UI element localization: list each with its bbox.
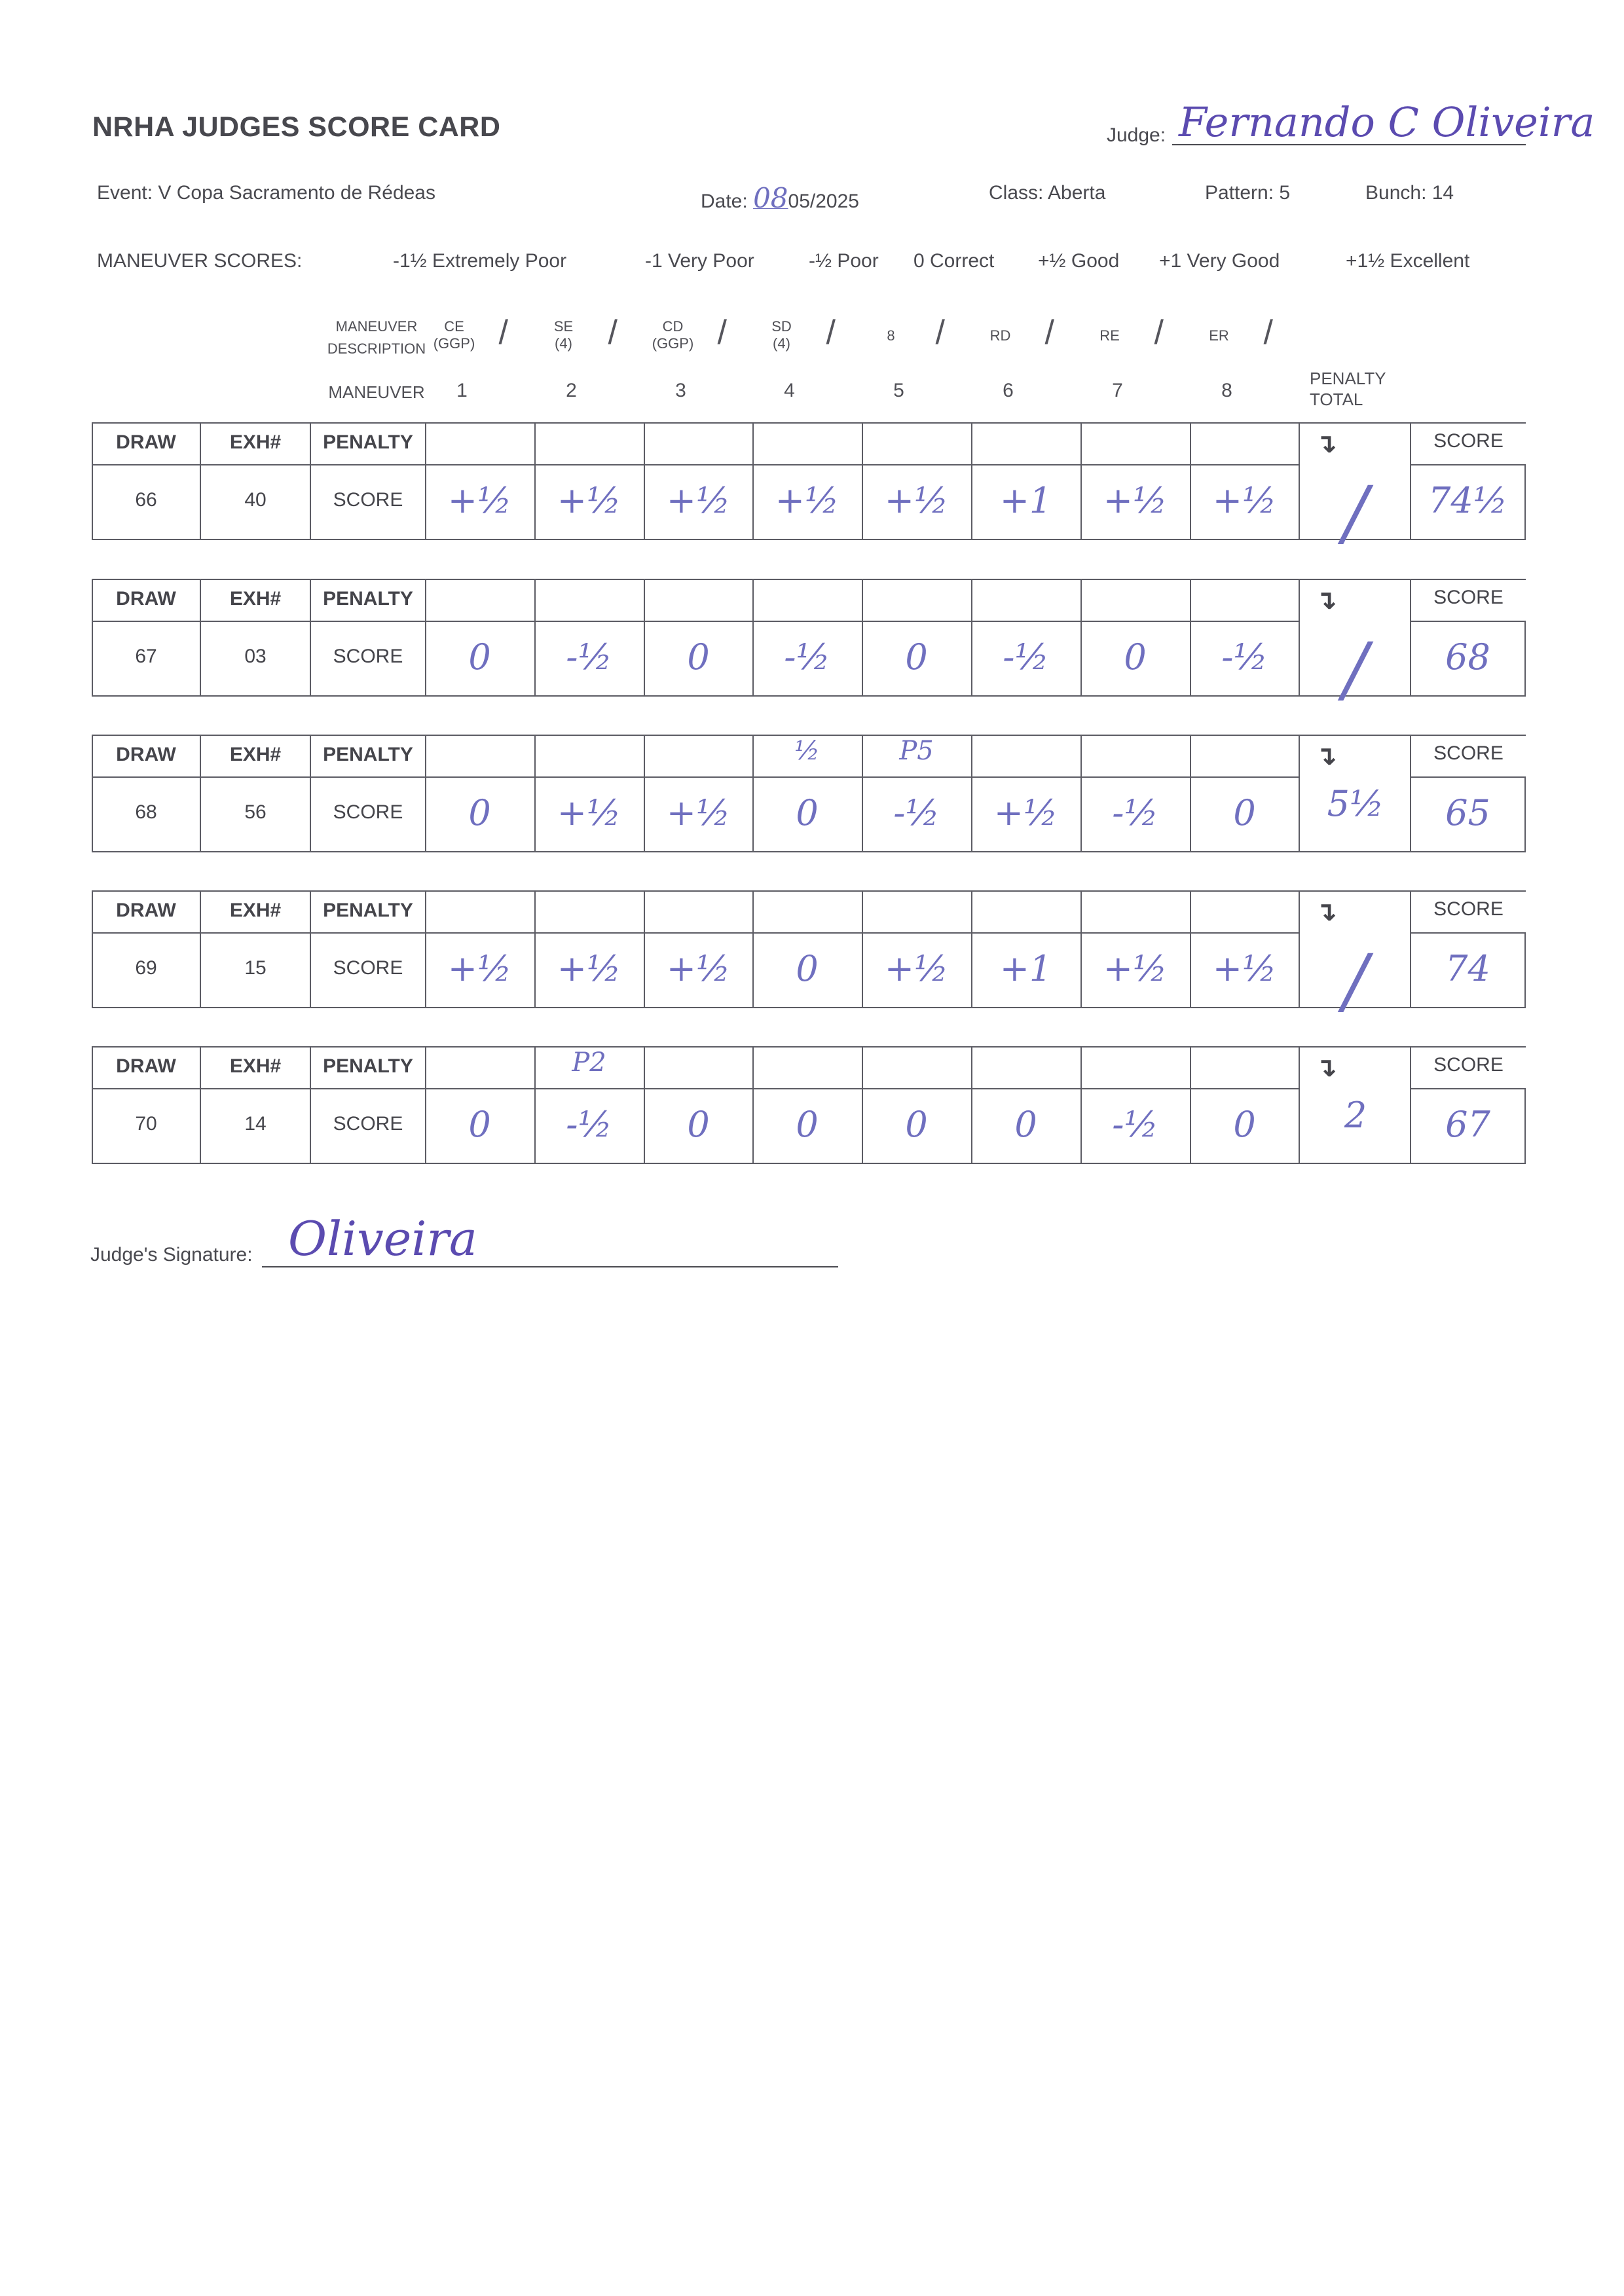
exhibitor-number: 14 bbox=[244, 1113, 267, 1135]
scale-item: -½ Poor bbox=[809, 250, 879, 272]
maneuver-score-input[interactable]: 0 bbox=[468, 636, 491, 678]
maneuver-code bbox=[521, 318, 606, 352]
column-divider bbox=[752, 422, 754, 540]
maneuver-score-input[interactable]: +1 bbox=[999, 480, 1052, 521]
penalty-arrow-icon: ↴ bbox=[1315, 429, 1337, 458]
maneuver-number: 7 bbox=[1112, 380, 1123, 401]
score-column-header: SCORE bbox=[1433, 742, 1504, 764]
draw-number: 70 bbox=[135, 1113, 157, 1135]
column-divider bbox=[752, 735, 754, 852]
column-divider bbox=[862, 422, 863, 540]
maneuver-score-input[interactable]: -½ bbox=[566, 636, 612, 678]
maneuver-code-text: RD bbox=[989, 327, 1011, 344]
column-divider bbox=[644, 890, 645, 1008]
class-label: Class: bbox=[989, 182, 1044, 204]
score-column-header: SCORE bbox=[1433, 430, 1504, 452]
column-divider bbox=[971, 1046, 972, 1164]
exh-header: EXH# bbox=[229, 1055, 282, 1077]
maneuver-divider-slash: / bbox=[1044, 314, 1054, 352]
card-title: NRHA JUDGES SCORE CARD bbox=[92, 111, 501, 143]
column-divider bbox=[862, 1046, 863, 1164]
exhibitor-number: 03 bbox=[244, 646, 267, 667]
maneuver-sub-text: (GGP) bbox=[652, 335, 694, 352]
maneuver-score-input[interactable]: +½ bbox=[1103, 948, 1168, 989]
maneuver-score-input[interactable]: 0 bbox=[468, 792, 491, 833]
penalty-arrow-icon: ↴ bbox=[1315, 586, 1337, 615]
maneuver-score-input[interactable]: +½ bbox=[884, 948, 949, 989]
column-divider bbox=[752, 1046, 754, 1164]
maneuver-divider-slash: / bbox=[608, 314, 618, 352]
maneuver-score-input[interactable]: 0 bbox=[468, 1104, 491, 1145]
draw-header: DRAW bbox=[116, 431, 176, 453]
penalty-arrow-icon: ↴ bbox=[1315, 898, 1337, 926]
class-field bbox=[989, 182, 1105, 204]
maneuver-score-input[interactable]: -½ bbox=[784, 636, 830, 678]
penalty-total-input[interactable]: / bbox=[1343, 471, 1368, 555]
maneuver-number: 5 bbox=[893, 380, 904, 401]
penalty-total-line1: PENALTY bbox=[1310, 369, 1386, 388]
column-divider bbox=[1080, 1046, 1082, 1164]
maneuver-score-input[interactable]: +1 bbox=[999, 948, 1052, 989]
maneuver-code bbox=[739, 318, 824, 352]
maneuver-number: 6 bbox=[1003, 380, 1014, 401]
maneuver-score-input[interactable]: +½ bbox=[557, 480, 621, 521]
column-divider bbox=[971, 579, 972, 697]
scale-item: -1½ Extremely Poor bbox=[393, 250, 567, 272]
judge-signature-image: Oliveira bbox=[288, 1211, 477, 1266]
maneuver-code-text: CE bbox=[444, 318, 464, 335]
column-divider bbox=[862, 890, 863, 1008]
penalty-header: PENALTY bbox=[323, 900, 413, 921]
score-row-label: SCORE bbox=[333, 801, 403, 823]
maneuver-score-input[interactable]: +½ bbox=[557, 948, 621, 989]
judge-signature-label: Judge's Signature: bbox=[90, 1244, 253, 1266]
event-field bbox=[97, 182, 435, 204]
draw-number: 68 bbox=[135, 801, 157, 823]
maneuver-score-input[interactable]: -½ bbox=[1221, 636, 1268, 678]
scale-item: +½ Good bbox=[1038, 250, 1120, 272]
maneuver-score-input[interactable]: -½ bbox=[566, 1104, 612, 1145]
column-divider bbox=[971, 890, 972, 1008]
score-row-label: SCORE bbox=[333, 489, 403, 511]
pattern-value: 5 bbox=[1279, 182, 1291, 204]
draw-header: DRAW bbox=[116, 1055, 176, 1077]
score-row-label: SCORE bbox=[333, 957, 403, 979]
column-divider bbox=[1190, 1046, 1191, 1164]
maneuver-score-input[interactable]: 0 bbox=[905, 636, 928, 678]
maneuver-divider-slash: / bbox=[935, 314, 945, 352]
maneuver-score-input[interactable]: 0 bbox=[796, 1104, 819, 1145]
column-divider bbox=[1080, 890, 1082, 1008]
score-column-header: SCORE bbox=[1433, 587, 1504, 608]
maneuver-code bbox=[1067, 327, 1153, 344]
column-divider bbox=[752, 579, 754, 697]
maneuver-code bbox=[1177, 327, 1262, 344]
maneuver-sub-text: (4) bbox=[555, 335, 572, 352]
event-label: Event: bbox=[97, 182, 153, 204]
column-divider bbox=[534, 735, 536, 852]
maneuver-score-input[interactable]: -½ bbox=[1003, 636, 1049, 678]
final-score-input[interactable]: 74 bbox=[1445, 948, 1490, 989]
maneuver-score-input[interactable]: +½ bbox=[666, 948, 731, 989]
maneuver-code-text: SD bbox=[771, 318, 792, 335]
maneuver-number: 1 bbox=[456, 380, 468, 401]
exhibitor-number: 56 bbox=[244, 801, 267, 823]
maneuver-code-text: RE bbox=[1099, 327, 1120, 344]
penalty-total-input[interactable]: / bbox=[1343, 627, 1368, 711]
draw-number: 66 bbox=[135, 489, 157, 511]
exh-header: EXH# bbox=[229, 431, 282, 453]
maneuver-code bbox=[849, 327, 934, 344]
penalty-header: PENALTY bbox=[323, 744, 413, 765]
column-divider bbox=[644, 579, 645, 697]
maneuver-code bbox=[412, 318, 497, 352]
maneuver-score-input[interactable]: +½ bbox=[557, 792, 621, 833]
exh-header: EXH# bbox=[229, 588, 282, 610]
bunch-field bbox=[1365, 182, 1454, 204]
date-label: Date: bbox=[701, 191, 748, 212]
column-divider bbox=[534, 422, 536, 540]
maneuver-number: 4 bbox=[784, 380, 795, 401]
column-divider bbox=[644, 1046, 645, 1164]
maneuver-number-label: MANEUVER bbox=[328, 382, 425, 402]
draw-header: DRAW bbox=[116, 744, 176, 765]
maneuver-code bbox=[631, 318, 716, 352]
score-top-line bbox=[1411, 890, 1526, 892]
maneuver-score-input[interactable]: +½ bbox=[447, 948, 512, 989]
penalty-arrow-icon: ↴ bbox=[1315, 742, 1337, 771]
final-score-input[interactable]: 67 bbox=[1445, 1104, 1490, 1145]
scale-item: +1½ Excellent bbox=[1346, 250, 1470, 272]
pattern-field bbox=[1205, 182, 1290, 204]
event-value: V Copa Sacramento de Rédeas bbox=[158, 182, 435, 204]
scale-item: +1 Very Good bbox=[1159, 250, 1280, 272]
column-divider bbox=[644, 422, 645, 540]
maneuver-score-input[interactable]: -½ bbox=[893, 792, 940, 833]
column-divider bbox=[534, 579, 536, 697]
maneuver-score-input[interactable]: +½ bbox=[447, 480, 512, 521]
scale-item: 0 Correct bbox=[913, 250, 995, 272]
exh-header: EXH# bbox=[229, 744, 282, 765]
maneuver-score-input[interactable]: 0 bbox=[905, 1104, 928, 1145]
bunch-label: Bunch: bbox=[1365, 182, 1427, 204]
maneuver-penalty-input[interactable]: P5 bbox=[899, 736, 934, 766]
maneuver-score-input[interactable]: 0 bbox=[687, 636, 710, 678]
bunch-value: 14 bbox=[1431, 182, 1454, 204]
column-divider bbox=[534, 1046, 536, 1164]
date-rest: 05/2025 bbox=[788, 191, 859, 212]
row-divider bbox=[92, 776, 1300, 778]
maneuver-code-text: ER bbox=[1209, 327, 1229, 344]
row-divider bbox=[92, 621, 1300, 622]
maneuver-penalty-input[interactable]: P2 bbox=[572, 1048, 606, 1078]
final-score-input[interactable]: 65 bbox=[1445, 792, 1490, 833]
maneuver-code-text: SE bbox=[553, 318, 574, 335]
penalty-header: PENALTY bbox=[323, 588, 413, 610]
column-divider bbox=[1190, 422, 1191, 540]
judge-label: Judge: bbox=[1107, 124, 1166, 146]
row-divider bbox=[92, 464, 1300, 465]
column-divider bbox=[862, 579, 863, 697]
penalty-header: PENALTY bbox=[323, 431, 413, 453]
score-column-header: SCORE bbox=[1433, 1054, 1504, 1076]
maneuver-score-input[interactable]: +½ bbox=[884, 480, 949, 521]
maneuver-score-input[interactable]: 0 bbox=[687, 1104, 710, 1145]
maneuver-score-input[interactable]: 0 bbox=[796, 792, 819, 833]
class-value: Aberta bbox=[1048, 182, 1106, 204]
desc-label-line2: DESCRIPTION bbox=[327, 340, 426, 357]
column-divider bbox=[1190, 890, 1191, 1008]
scale-label: MANEUVER SCORES: bbox=[97, 250, 303, 272]
exh-header: EXH# bbox=[229, 900, 282, 921]
score-top-line bbox=[1411, 1046, 1526, 1048]
column-divider bbox=[1190, 579, 1191, 697]
maneuver-score-input[interactable]: +½ bbox=[775, 480, 840, 521]
row-divider bbox=[92, 1088, 1300, 1089]
maneuver-divider-slash: / bbox=[1154, 314, 1164, 352]
maneuver-score-input[interactable]: -½ bbox=[1112, 1104, 1158, 1145]
maneuver-score-input[interactable]: +½ bbox=[666, 480, 731, 521]
column-divider bbox=[1080, 579, 1082, 697]
maneuver-divider-slash: / bbox=[1263, 314, 1273, 352]
score-row-label: SCORE bbox=[333, 646, 403, 667]
maneuver-sub-text: (GGP) bbox=[433, 335, 475, 352]
score-row-label: SCORE bbox=[333, 1113, 403, 1135]
score-column-header: SCORE bbox=[1433, 898, 1504, 920]
maneuver-score-input[interactable]: +½ bbox=[666, 792, 731, 833]
desc-label-line1: MANEUVER bbox=[335, 318, 418, 335]
maneuver-divider-slash: / bbox=[498, 314, 508, 352]
penalty-total-input[interactable]: / bbox=[1343, 939, 1368, 1023]
judge-name-signature: Fernando C Oliveira bbox=[1179, 98, 1595, 146]
maneuver-score-input[interactable]: -½ bbox=[1112, 792, 1158, 833]
maneuver-number: 3 bbox=[675, 380, 686, 401]
pattern-label: Pattern: bbox=[1205, 182, 1274, 204]
maneuver-code-text: CD bbox=[662, 318, 684, 335]
maneuver-score-input[interactable]: +½ bbox=[993, 792, 1058, 833]
penalty-total-input[interactable]: 5½ bbox=[1327, 783, 1384, 824]
maneuver-number: 8 bbox=[1221, 380, 1232, 401]
penalty-arrow-icon: ↴ bbox=[1315, 1053, 1337, 1082]
date-day: 08 bbox=[753, 182, 788, 214]
final-score-input[interactable]: 74½ bbox=[1428, 480, 1508, 521]
column-divider bbox=[971, 735, 972, 852]
column-divider bbox=[1190, 735, 1191, 852]
maneuver-score-input[interactable]: 0 bbox=[796, 948, 819, 989]
exhibitor-number: 40 bbox=[244, 489, 267, 511]
column-divider bbox=[862, 735, 863, 852]
row-divider bbox=[92, 932, 1300, 934]
maneuver-code-text: 8 bbox=[887, 327, 895, 344]
maneuver-score-input[interactable]: 0 bbox=[1233, 1104, 1256, 1145]
maneuver-score-input[interactable]: +½ bbox=[1212, 480, 1277, 521]
maneuver-score-input[interactable]: 0 bbox=[1124, 636, 1147, 678]
maneuver-score-input[interactable]: 0 bbox=[1014, 1104, 1037, 1145]
column-divider bbox=[971, 422, 972, 540]
date-field bbox=[701, 182, 859, 214]
penalty-total-input[interactable]: 2 bbox=[1344, 1095, 1367, 1136]
maneuver-divider-slash: / bbox=[826, 314, 836, 352]
final-score-input[interactable]: 68 bbox=[1445, 636, 1490, 678]
score-top-line bbox=[1411, 735, 1526, 736]
score-top-line bbox=[1411, 422, 1526, 424]
score-top-line bbox=[1411, 579, 1526, 580]
exhibitor-number: 15 bbox=[244, 957, 267, 979]
penalty-total-line2: TOTAL bbox=[1310, 390, 1363, 409]
judge-signature-line bbox=[262, 1266, 838, 1267]
column-divider bbox=[534, 890, 536, 1008]
penalty-header: PENALTY bbox=[323, 1055, 413, 1077]
penalty-total-label bbox=[1310, 368, 1386, 410]
maneuver-divider-slash: / bbox=[717, 314, 727, 352]
maneuver-score-input[interactable]: 0 bbox=[1233, 792, 1256, 833]
column-divider bbox=[752, 890, 754, 1008]
draw-header: DRAW bbox=[116, 900, 176, 921]
draw-number: 67 bbox=[135, 646, 157, 667]
column-divider bbox=[1080, 422, 1082, 540]
maneuver-number: 2 bbox=[566, 380, 577, 401]
column-divider bbox=[1080, 735, 1082, 852]
maneuver-code bbox=[958, 327, 1043, 344]
maneuver-score-input[interactable]: +½ bbox=[1103, 480, 1168, 521]
draw-number: 69 bbox=[135, 957, 157, 979]
scale-item: -1 Very Poor bbox=[645, 250, 754, 272]
maneuver-penalty-input[interactable]: ½ bbox=[794, 736, 820, 766]
column-divider bbox=[644, 735, 645, 852]
maneuver-sub-text: (4) bbox=[773, 335, 790, 352]
draw-header: DRAW bbox=[116, 588, 176, 610]
maneuver-score-input[interactable]: +½ bbox=[1212, 948, 1277, 989]
